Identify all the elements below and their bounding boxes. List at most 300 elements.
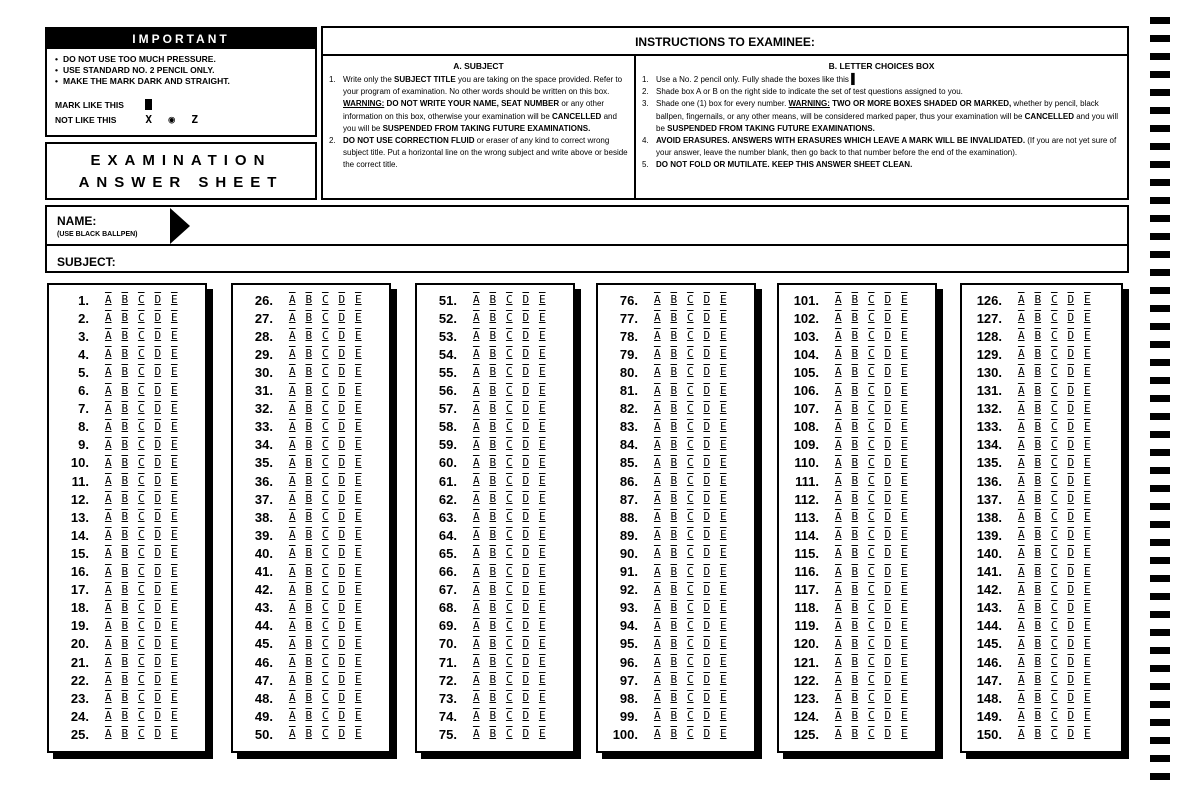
- choice-bubble-b[interactable]: B: [121, 329, 129, 343]
- choice-bubble-a[interactable]: A: [653, 329, 661, 343]
- choice-bubble-a[interactable]: A: [104, 347, 112, 361]
- choice-bubble-e[interactable]: E: [900, 347, 908, 361]
- choice-bubble-a[interactable]: A: [472, 636, 480, 650]
- choice-bubble-b[interactable]: B: [305, 655, 313, 668]
- choice-bubble-a[interactable]: A: [1017, 727, 1025, 741]
- choice-bubble-c[interactable]: C: [686, 455, 694, 469]
- choice-bubble-e[interactable]: E: [900, 727, 908, 741]
- choice-bubble-d[interactable]: D: [154, 492, 162, 506]
- choice-bubble-b[interactable]: B: [489, 600, 497, 614]
- choice-bubble-c[interactable]: C: [1050, 582, 1058, 596]
- choice-bubble-a[interactable]: A: [472, 691, 480, 705]
- choice-bubble-d[interactable]: D: [1067, 528, 1075, 542]
- choice-bubble-e[interactable]: E: [538, 600, 546, 614]
- choice-bubble-d[interactable]: D: [884, 528, 892, 542]
- choice-bubble-d[interactable]: D: [522, 528, 530, 542]
- choice-bubble-d[interactable]: D: [884, 347, 892, 361]
- choice-bubble-d[interactable]: D: [338, 709, 346, 723]
- choice-bubble-a[interactable]: A: [653, 691, 661, 705]
- choice-bubble-d[interactable]: D: [154, 474, 162, 487]
- choice-bubble-e[interactable]: E: [538, 474, 546, 487]
- choice-bubble-c[interactable]: C: [686, 600, 694, 614]
- choice-bubble-e[interactable]: E: [719, 691, 727, 705]
- choice-bubble-b[interactable]: B: [1034, 546, 1042, 560]
- choice-bubble-a[interactable]: A: [288, 401, 296, 415]
- choice-bubble-d[interactable]: D: [154, 655, 162, 668]
- choice-bubble-e[interactable]: E: [538, 673, 546, 687]
- choice-bubble-c[interactable]: C: [137, 510, 145, 524]
- choice-bubble-a[interactable]: A: [472, 347, 480, 361]
- choice-bubble-c[interactable]: C: [867, 492, 875, 506]
- choice-bubble-d[interactable]: D: [522, 492, 530, 506]
- choice-bubble-c[interactable]: C: [137, 329, 145, 343]
- choice-bubble-d[interactable]: D: [522, 419, 530, 433]
- choice-bubble-e[interactable]: E: [354, 419, 362, 433]
- choice-bubble-a[interactable]: A: [472, 727, 480, 741]
- choice-bubble-b[interactable]: B: [851, 546, 859, 560]
- choice-bubble-a[interactable]: A: [288, 347, 296, 361]
- choice-bubble-c[interactable]: C: [686, 618, 694, 632]
- choice-bubble-b[interactable]: B: [305, 528, 313, 542]
- choice-bubble-b[interactable]: B: [121, 655, 129, 668]
- choice-bubble-d[interactable]: D: [703, 492, 711, 506]
- choice-bubble-c[interactable]: C: [867, 383, 875, 397]
- choice-bubble-b[interactable]: B: [121, 673, 129, 687]
- choice-bubble-a[interactable]: A: [472, 311, 480, 325]
- choice-bubble-d[interactable]: D: [522, 365, 530, 379]
- choice-bubble-c[interactable]: C: [686, 528, 694, 542]
- choice-bubble-e[interactable]: E: [354, 582, 362, 596]
- choice-bubble-a[interactable]: A: [834, 492, 842, 506]
- choice-bubble-d[interactable]: D: [884, 691, 892, 705]
- choice-bubble-e[interactable]: E: [354, 673, 362, 687]
- choice-bubble-b[interactable]: B: [670, 546, 678, 560]
- choice-bubble-c[interactable]: C: [505, 365, 513, 379]
- choice-bubble-d[interactable]: D: [1067, 673, 1075, 687]
- choice-bubble-e[interactable]: E: [170, 564, 178, 578]
- choice-bubble-b[interactable]: B: [489, 455, 497, 469]
- choice-bubble-b[interactable]: B: [851, 691, 859, 705]
- choice-bubble-a[interactable]: A: [834, 311, 842, 325]
- choice-bubble-b[interactable]: B: [670, 492, 678, 506]
- choice-bubble-c[interactable]: C: [321, 365, 329, 379]
- choice-bubble-b[interactable]: B: [305, 492, 313, 506]
- choice-bubble-b[interactable]: B: [121, 455, 129, 469]
- choice-bubble-c[interactable]: C: [1050, 419, 1058, 433]
- choice-bubble-b[interactable]: B: [851, 293, 859, 306]
- choice-bubble-a[interactable]: A: [653, 709, 661, 723]
- choice-bubble-e[interactable]: E: [354, 727, 362, 741]
- choice-bubble-a[interactable]: A: [104, 455, 112, 469]
- choice-bubble-e[interactable]: E: [900, 546, 908, 560]
- choice-bubble-a[interactable]: A: [1017, 546, 1025, 560]
- choice-bubble-e[interactable]: E: [1083, 419, 1091, 433]
- choice-bubble-e[interactable]: E: [900, 582, 908, 596]
- choice-bubble-d[interactable]: D: [338, 492, 346, 506]
- choice-bubble-d[interactable]: D: [338, 636, 346, 650]
- choice-bubble-b[interactable]: B: [121, 492, 129, 506]
- choice-bubble-b[interactable]: B: [851, 618, 859, 632]
- choice-bubble-e[interactable]: E: [354, 546, 362, 560]
- choice-bubble-c[interactable]: C: [505, 383, 513, 397]
- choice-bubble-a[interactable]: A: [834, 474, 842, 487]
- choice-bubble-b[interactable]: B: [851, 347, 859, 361]
- choice-bubble-c[interactable]: C: [1050, 528, 1058, 542]
- choice-bubble-e[interactable]: E: [354, 691, 362, 705]
- choice-bubble-c[interactable]: C: [867, 727, 875, 741]
- choice-bubble-d[interactable]: D: [884, 709, 892, 723]
- choice-bubble-c[interactable]: C: [1050, 311, 1058, 325]
- choice-bubble-d[interactable]: D: [884, 636, 892, 650]
- choice-bubble-d[interactable]: D: [522, 383, 530, 397]
- choice-bubble-b[interactable]: B: [121, 383, 129, 397]
- choice-bubble-d[interactable]: D: [1067, 474, 1075, 487]
- choice-bubble-b[interactable]: B: [670, 401, 678, 415]
- choice-bubble-d[interactable]: D: [522, 437, 530, 451]
- choice-bubble-e[interactable]: E: [900, 564, 908, 578]
- choice-bubble-b[interactable]: B: [489, 709, 497, 723]
- choice-bubble-a[interactable]: A: [104, 401, 112, 415]
- choice-bubble-b[interactable]: B: [305, 618, 313, 632]
- choice-bubble-d[interactable]: D: [338, 455, 346, 469]
- choice-bubble-c[interactable]: C: [505, 347, 513, 361]
- choice-bubble-c[interactable]: C: [1050, 510, 1058, 524]
- choice-bubble-e[interactable]: E: [354, 401, 362, 415]
- choice-bubble-a[interactable]: A: [472, 329, 480, 343]
- choice-bubble-e[interactable]: E: [354, 709, 362, 723]
- choice-bubble-b[interactable]: B: [305, 636, 313, 650]
- choice-bubble-c[interactable]: C: [867, 709, 875, 723]
- choice-bubble-d[interactable]: D: [703, 691, 711, 705]
- choice-bubble-b[interactable]: B: [670, 582, 678, 596]
- choice-bubble-d[interactable]: D: [1067, 401, 1075, 415]
- choice-bubble-a[interactable]: A: [653, 673, 661, 687]
- choice-bubble-b[interactable]: B: [121, 437, 129, 451]
- choice-bubble-e[interactable]: E: [538, 655, 546, 668]
- choice-bubble-b[interactable]: B: [851, 727, 859, 741]
- choice-bubble-e[interactable]: E: [354, 311, 362, 325]
- choice-bubble-d[interactable]: D: [522, 293, 530, 306]
- choice-bubble-a[interactable]: A: [288, 691, 296, 705]
- choice-bubble-c[interactable]: C: [505, 691, 513, 705]
- choice-bubble-a[interactable]: A: [834, 528, 842, 542]
- choice-bubble-a[interactable]: A: [104, 365, 112, 379]
- choice-bubble-d[interactable]: D: [522, 510, 530, 524]
- choice-bubble-c[interactable]: C: [686, 293, 694, 306]
- choice-bubble-a[interactable]: A: [834, 600, 842, 614]
- choice-bubble-a[interactable]: A: [288, 636, 296, 650]
- choice-bubble-e[interactable]: E: [900, 383, 908, 397]
- choice-bubble-a[interactable]: A: [104, 383, 112, 397]
- choice-bubble-b[interactable]: B: [121, 528, 129, 542]
- choice-bubble-e[interactable]: E: [719, 492, 727, 506]
- choice-bubble-a[interactable]: A: [288, 383, 296, 397]
- choice-bubble-b[interactable]: B: [121, 564, 129, 578]
- choice-bubble-e[interactable]: E: [719, 528, 727, 542]
- choice-bubble-a[interactable]: A: [472, 618, 480, 632]
- choice-bubble-d[interactable]: D: [338, 691, 346, 705]
- choice-bubble-a[interactable]: A: [1017, 510, 1025, 524]
- choice-bubble-d[interactable]: D: [522, 546, 530, 560]
- choice-bubble-d[interactable]: D: [703, 528, 711, 542]
- choice-bubble-b[interactable]: B: [670, 618, 678, 632]
- choice-bubble-a[interactable]: A: [104, 618, 112, 632]
- choice-bubble-e[interactable]: E: [900, 510, 908, 524]
- choice-bubble-b[interactable]: B: [851, 455, 859, 469]
- choice-bubble-e[interactable]: E: [900, 419, 908, 433]
- choice-bubble-d[interactable]: D: [522, 727, 530, 741]
- choice-bubble-e[interactable]: E: [719, 600, 727, 614]
- choice-bubble-b[interactable]: B: [1034, 691, 1042, 705]
- choice-bubble-b[interactable]: B: [1034, 618, 1042, 632]
- choice-bubble-e[interactable]: E: [719, 347, 727, 361]
- choice-bubble-d[interactable]: D: [703, 311, 711, 325]
- choice-bubble-d[interactable]: D: [1067, 709, 1075, 723]
- choice-bubble-b[interactable]: B: [121, 311, 129, 325]
- choice-bubble-d[interactable]: D: [703, 455, 711, 469]
- choice-bubble-a[interactable]: A: [834, 293, 842, 306]
- choice-bubble-e[interactable]: E: [900, 311, 908, 325]
- choice-bubble-a[interactable]: A: [1017, 492, 1025, 506]
- choice-bubble-e[interactable]: E: [1083, 709, 1091, 723]
- choice-bubble-e[interactable]: E: [538, 383, 546, 397]
- choice-bubble-d[interactable]: D: [884, 455, 892, 469]
- choice-bubble-b[interactable]: B: [851, 582, 859, 596]
- choice-bubble-b[interactable]: B: [305, 347, 313, 361]
- choice-bubble-e[interactable]: E: [719, 401, 727, 415]
- choice-bubble-e[interactable]: E: [354, 347, 362, 361]
- choice-bubble-c[interactable]: C: [867, 347, 875, 361]
- choice-bubble-a[interactable]: A: [653, 365, 661, 379]
- choice-bubble-d[interactable]: D: [703, 347, 711, 361]
- choice-bubble-e[interactable]: E: [170, 293, 178, 306]
- choice-bubble-c[interactable]: C: [321, 655, 329, 668]
- choice-bubble-c[interactable]: C: [505, 600, 513, 614]
- choice-bubble-d[interactable]: D: [338, 600, 346, 614]
- choice-bubble-c[interactable]: C: [137, 582, 145, 596]
- choice-bubble-e[interactable]: E: [719, 727, 727, 741]
- choice-bubble-d[interactable]: D: [338, 311, 346, 325]
- choice-bubble-e[interactable]: E: [719, 437, 727, 451]
- choice-bubble-c[interactable]: C: [137, 474, 145, 487]
- choice-bubble-a[interactable]: A: [653, 347, 661, 361]
- choice-bubble-b[interactable]: B: [670, 691, 678, 705]
- choice-bubble-e[interactable]: E: [1083, 528, 1091, 542]
- choice-bubble-e[interactable]: E: [1083, 600, 1091, 614]
- choice-bubble-b[interactable]: B: [1034, 636, 1042, 650]
- choice-bubble-b[interactable]: B: [1034, 311, 1042, 325]
- choice-bubble-b[interactable]: B: [489, 528, 497, 542]
- choice-bubble-d[interactable]: D: [522, 691, 530, 705]
- choice-bubble-a[interactable]: A: [472, 655, 480, 668]
- choice-bubble-c[interactable]: C: [867, 528, 875, 542]
- choice-bubble-d[interactable]: D: [1067, 492, 1075, 506]
- choice-bubble-e[interactable]: E: [538, 437, 546, 451]
- choice-bubble-b[interactable]: B: [1034, 510, 1042, 524]
- choice-bubble-b[interactable]: B: [851, 636, 859, 650]
- choice-bubble-a[interactable]: A: [472, 474, 480, 487]
- choice-bubble-c[interactable]: C: [505, 564, 513, 578]
- choice-bubble-c[interactable]: C: [1050, 293, 1058, 306]
- choice-bubble-a[interactable]: A: [653, 455, 661, 469]
- choice-bubble-e[interactable]: E: [719, 455, 727, 469]
- choice-bubble-e[interactable]: E: [170, 673, 178, 687]
- choice-bubble-c[interactable]: C: [505, 401, 513, 415]
- choice-bubble-b[interactable]: B: [121, 474, 129, 487]
- choice-bubble-e[interactable]: E: [719, 365, 727, 379]
- choice-bubble-c[interactable]: C: [505, 618, 513, 632]
- choice-bubble-e[interactable]: E: [170, 691, 178, 705]
- choice-bubble-d[interactable]: D: [703, 383, 711, 397]
- choice-bubble-d[interactable]: D: [154, 691, 162, 705]
- choice-bubble-c[interactable]: C: [321, 582, 329, 596]
- choice-bubble-e[interactable]: E: [170, 365, 178, 379]
- choice-bubble-e[interactable]: E: [1083, 383, 1091, 397]
- choice-bubble-a[interactable]: A: [834, 383, 842, 397]
- choice-bubble-c[interactable]: C: [505, 437, 513, 451]
- choice-bubble-d[interactable]: D: [154, 365, 162, 379]
- choice-bubble-a[interactable]: A: [288, 709, 296, 723]
- choice-bubble-d[interactable]: D: [154, 673, 162, 687]
- choice-bubble-c[interactable]: C: [686, 437, 694, 451]
- choice-bubble-b[interactable]: B: [305, 691, 313, 705]
- choice-bubble-a[interactable]: A: [834, 727, 842, 741]
- choice-bubble-e[interactable]: E: [354, 528, 362, 542]
- choice-bubble-e[interactable]: E: [354, 383, 362, 397]
- choice-bubble-a[interactable]: A: [288, 546, 296, 560]
- choice-bubble-a[interactable]: A: [288, 455, 296, 469]
- choice-bubble-d[interactable]: D: [884, 401, 892, 415]
- choice-bubble-d[interactable]: D: [338, 347, 346, 361]
- choice-bubble-a[interactable]: A: [1017, 437, 1025, 451]
- choice-bubble-a[interactable]: A: [1017, 655, 1025, 668]
- choice-bubble-e[interactable]: E: [900, 655, 908, 668]
- choice-bubble-d[interactable]: D: [522, 311, 530, 325]
- choice-bubble-c[interactable]: C: [867, 600, 875, 614]
- choice-bubble-c[interactable]: C: [137, 691, 145, 705]
- choice-bubble-e[interactable]: E: [719, 419, 727, 433]
- choice-bubble-a[interactable]: A: [1017, 618, 1025, 632]
- choice-bubble-e[interactable]: E: [900, 600, 908, 614]
- choice-bubble-d[interactable]: D: [338, 528, 346, 542]
- choice-bubble-a[interactable]: A: [1017, 673, 1025, 687]
- choice-bubble-c[interactable]: C: [505, 293, 513, 306]
- choice-bubble-c[interactable]: C: [137, 437, 145, 451]
- choice-bubble-b[interactable]: B: [1034, 673, 1042, 687]
- choice-bubble-d[interactable]: D: [154, 582, 162, 596]
- choice-bubble-a[interactable]: A: [1017, 474, 1025, 487]
- choice-bubble-d[interactable]: D: [703, 510, 711, 524]
- choice-bubble-d[interactable]: D: [884, 655, 892, 668]
- choice-bubble-a[interactable]: A: [653, 618, 661, 632]
- choice-bubble-e[interactable]: E: [719, 618, 727, 632]
- choice-bubble-e[interactable]: E: [719, 311, 727, 325]
- choice-bubble-c[interactable]: C: [686, 727, 694, 741]
- choice-bubble-b[interactable]: B: [305, 401, 313, 415]
- choice-bubble-d[interactable]: D: [884, 564, 892, 578]
- choice-bubble-c[interactable]: C: [1050, 455, 1058, 469]
- choice-bubble-b[interactable]: B: [121, 347, 129, 361]
- choice-bubble-b[interactable]: B: [489, 474, 497, 487]
- choice-bubble-a[interactable]: A: [472, 673, 480, 687]
- choice-bubble-a[interactable]: A: [1017, 636, 1025, 650]
- choice-bubble-b[interactable]: B: [489, 655, 497, 668]
- choice-bubble-a[interactable]: A: [1017, 401, 1025, 415]
- choice-bubble-c[interactable]: C: [321, 636, 329, 650]
- choice-bubble-d[interactable]: D: [1067, 691, 1075, 705]
- choice-bubble-c[interactable]: C: [686, 546, 694, 560]
- choice-bubble-a[interactable]: A: [104, 673, 112, 687]
- choice-bubble-a[interactable]: A: [104, 293, 112, 306]
- choice-bubble-b[interactable]: B: [670, 510, 678, 524]
- choice-bubble-e[interactable]: E: [1083, 673, 1091, 687]
- choice-bubble-b[interactable]: B: [305, 383, 313, 397]
- choice-bubble-a[interactable]: A: [1017, 347, 1025, 361]
- choice-bubble-c[interactable]: C: [321, 437, 329, 451]
- choice-bubble-c[interactable]: C: [867, 673, 875, 687]
- choice-bubble-c[interactable]: C: [321, 474, 329, 487]
- choice-bubble-a[interactable]: A: [653, 636, 661, 650]
- choice-bubble-e[interactable]: E: [900, 455, 908, 469]
- choice-bubble-a[interactable]: A: [834, 455, 842, 469]
- choice-bubble-c[interactable]: C: [137, 564, 145, 578]
- choice-bubble-a[interactable]: A: [288, 564, 296, 578]
- choice-bubble-b[interactable]: B: [1034, 655, 1042, 668]
- choice-bubble-a[interactable]: A: [1017, 564, 1025, 578]
- choice-bubble-d[interactable]: D: [703, 709, 711, 723]
- choice-bubble-a[interactable]: A: [104, 600, 112, 614]
- choice-bubble-b[interactable]: B: [489, 510, 497, 524]
- choice-bubble-d[interactable]: D: [338, 293, 346, 306]
- choice-bubble-d[interactable]: D: [1067, 347, 1075, 361]
- choice-bubble-a[interactable]: A: [834, 709, 842, 723]
- choice-bubble-a[interactable]: A: [288, 293, 296, 306]
- choice-bubble-d[interactable]: D: [522, 618, 530, 632]
- choice-bubble-c[interactable]: C: [867, 636, 875, 650]
- choice-bubble-d[interactable]: D: [338, 564, 346, 578]
- choice-bubble-c[interactable]: C: [867, 455, 875, 469]
- choice-bubble-b[interactable]: B: [851, 673, 859, 687]
- choice-bubble-a[interactable]: A: [288, 329, 296, 343]
- choice-bubble-e[interactable]: E: [354, 510, 362, 524]
- choice-bubble-a[interactable]: A: [653, 437, 661, 451]
- choice-bubble-c[interactable]: C: [505, 455, 513, 469]
- choice-bubble-b[interactable]: B: [1034, 582, 1042, 596]
- choice-bubble-c[interactable]: C: [1050, 383, 1058, 397]
- choice-bubble-b[interactable]: B: [489, 419, 497, 433]
- choice-bubble-a[interactable]: A: [653, 582, 661, 596]
- choice-bubble-b[interactable]: B: [305, 709, 313, 723]
- choice-bubble-d[interactable]: D: [338, 437, 346, 451]
- choice-bubble-b[interactable]: B: [670, 329, 678, 343]
- choice-bubble-d[interactable]: D: [884, 727, 892, 741]
- choice-bubble-c[interactable]: C: [321, 618, 329, 632]
- choice-bubble-c[interactable]: C: [867, 655, 875, 668]
- choice-bubble-b[interactable]: B: [1034, 419, 1042, 433]
- choice-bubble-d[interactable]: D: [884, 510, 892, 524]
- choice-bubble-c[interactable]: C: [137, 365, 145, 379]
- choice-bubble-e[interactable]: E: [900, 691, 908, 705]
- choice-bubble-c[interactable]: C: [1050, 564, 1058, 578]
- choice-bubble-a[interactable]: A: [104, 329, 112, 343]
- choice-bubble-c[interactable]: C: [505, 636, 513, 650]
- choice-bubble-d[interactable]: D: [522, 455, 530, 469]
- choice-bubble-a[interactable]: A: [1017, 419, 1025, 433]
- choice-bubble-e[interactable]: E: [1083, 311, 1091, 325]
- choice-bubble-b[interactable]: B: [670, 347, 678, 361]
- choice-bubble-b[interactable]: B: [305, 582, 313, 596]
- choice-bubble-b[interactable]: B: [851, 311, 859, 325]
